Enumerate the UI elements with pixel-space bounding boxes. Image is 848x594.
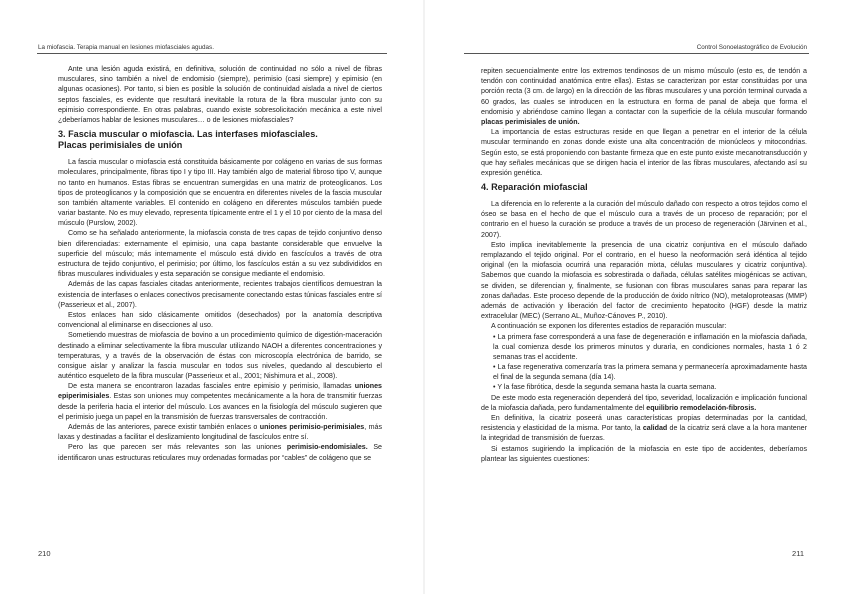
right-header-rule [464,53,809,54]
section-heading-4: 4. Reparación miofascial [481,182,588,193]
text-run: repiten secuencialmente entre los extremos tendinosos de un mismo músculo (esto es, de tendón a tendón con continuidad anatómica entre ellas). Estas se caracterizan por estar constituidas por una porción recta (3 cm. de largo) en la dirección de las fibras musculares y una porción terminal curvada a 60 grados, las cuales se introducen en la estructura en forma de panal de abeja que forma el endomisio y abriéndose camino llegan a contactar con la superficie de la célula muscular formando [481,67,807,116]
paragraph [481,393,807,413]
bold-term: perimisio-endomisiales. [286,443,368,452]
section-heading-3 [58,129,382,151]
heading-line: Placas perimisiales de unión [58,140,183,151]
paragraph: Como se ha señalado anteriormente, la miofascia consta de tres capas de tejido conjuntivo denso bien diferenciadas: externamente el epimisio, una capa bastante considerable que envuelve la superficie del músculo; más internamente el músculo está divido en fascículos a través de otra estructura de tejido conjuntivo, el perimisio; por último, los fascículos están a su vez subdivididos en fibras musculares individuales y esta separación se consigue mediante el endomisio. [58,229,382,279]
text-run: De esta manera se encontraron lazadas fasciales entre epimisio y perimisio, llamadas [68,382,355,391]
list-item: • La fase regenerativa comenzaría tras la primera semana y permanecería aproximadamente hasta el final de la segunda semana (día 14). [493,363,807,382]
list-item: • La primera fase corresponderá a una fase de degeneración e inflamación en la miofascia dañada, la cual comienza desde los primeros minutos y durarìa, en condiciones normales, hasta 1 ó 2 semanas tras el accidente. [493,332,807,361]
text-run: . Estas son uniones muy competentes mecánicamente a la hora de transmitir fuerzas desde la periferia hacia el interior del músculo. Los avances en la fisiología del músculo sugieren que el perimisio juega un papel en la transmisión de fuerzas transversales de contracción. [58,392,382,421]
paragraph: A continuación se exponen los diferentes estadios de reparación muscular: [491,322,727,331]
paragraph: La importancia de estas estructuras reside en que llegan a penetrar en el interior de la célula muscular terminando en zonas donde existe una alta concentración de mionúcleos y mitocondrias. Según esto, se está proponiendo con bastante firmeza que en este punto existe mecanotransducción y que hay señales mecánicas que se dirigen hacia el interior de las fibras musculares, afectando así su expresión genética. [481,128,807,177]
text-run: , más laxas y destinadas a facilitar el deslizamiento longitudinal de fascículos entre sí. [58,423,383,442]
bold-term: equilibrio remodelación-fibrosis. [646,403,757,412]
bold-term: uniones epiperimisiales [58,382,382,401]
text-run: De este modo esta regeneración dependerá del tipo, severidad, localización e implicación funcional de la miofascia dañada, pero fundamentalmente del [481,393,807,412]
right-running-header: Control Sonoelastográfico de Evolución [696,44,807,51]
paragraph [58,442,382,462]
paragraph [58,422,382,442]
page-number: 211 [792,549,804,558]
paragraph: Ante una lesión aguda existirá, en definitiva, solución de continuidad no sólo a nivel de fibras musculares, sino también a nivel de endomisio (siempre), perimisio (casi siempre) y epimisio (en algunas ocasiones). Por tanto, si bien es posible la solución de continuidad aislada a nivel de ciertos septos fasciales, es evidente que resultará inevitable la rotura de la fibra muscular junto con su epimisio correspondiente. En otras palabras, cuando existe sobresolicitación mecánica a este nivel ¿deberíamos hablar de lesiones musculares… o de lesiones miofasciales? [58,65,382,124]
text-run: Además de las anteriores, parece existir también enlaces o [68,423,260,431]
right-page [424,0,848,594]
text-run: Pero las que parecen ser más relevantes son las uniones [68,443,287,452]
paragraph: Estos enlaces han sido clásicamente omitidos (desechados) por la anatomía descriptiva convencional al eliminarse en disecciones al uso. [58,310,382,330]
bold-term: placas perimisiales de unión. [481,117,580,126]
text-run: Se identificaron unas estructuras reticulares muy ordenadas formadas por “cables” de colágeno que se [58,443,382,462]
paragraph: Además de las capas fasciales citadas anteriormente, recientes trabajos científicos demuestran la existencia de interfases o enlaces conectivos precisamente conectando estas túnicas fasciales entre sí (Passerieux et al., 2007). [58,280,382,309]
paragraph [481,413,807,444]
paragraph: La diferencia en lo referente a la curación del músculo dañado con respecto a otros tejidos como el óseo se basa en el hecho de que el músculo cura a través de un proceso de reparación; por el contrario en el hueso la curación se produce a través de un proceso de regeneración (Järvinen et al., 2007). [481,200,807,239]
paragraph: Sometiendo muestras de miofascia de bovino a un procedimiento químico de digestión-maceración destinado a eliminar selectivamente la fibra muscular utilizando NAOH a diferentes concentraciones y temperaturas, y a través de la observación de éstas con microscopía electrónica de barrido, se consigue aislar y analizar la fascia muscular en todos sus niveles, quedando al descubierto el auténtico esqueleto de la fibra muscular (Passerieux et al., 2001; Nishimura et al., 2008). [58,331,382,381]
paragraph [481,66,807,127]
left-header-rule [37,53,387,54]
list-item: • Y la fase fibrótica, desde la segunda semana hasta la cuarta semana. [493,383,717,392]
paragraph [58,381,382,422]
text-run: de la cicatriz será clave a la hora mantener la integridad de transmisión de fuerzas. [481,424,807,443]
right-body-text [481,66,807,464]
paragraph: Esto implica inevitablemente la presencia de una cicatriz conjuntiva en el músculo dañado remplazando el tejido original. Por el contrario, en el hueso la neoformación será idéntica al tejido original (en la miofascia ocurrirá una reparación mixta, células musculares y cicatriz conjuntiva). Sabemos que cuando la miofascia es sobrestirada o dañada, células satélites miogénicas se activan, se dividen, se diferencian y, finalmente, se fusionan con fibras musculares sanas para reparar las zonas dañadas. Este proceso depende de la producción de óxido nítrico (NO), metaloproteasas (MMP) además de activación y liberación del factor de crecimiento hepatocito (HGF) desde la matriz extracelular (MEC) (Serrano AL, Muñoz-Cánoves P., 2010). [481,240,807,321]
bold-term: uniones perimisio-perimisiales [259,423,365,431]
heading-line: 3. Fascia muscular o miofascia. Las interfases miofasciales. [58,129,318,140]
paragraph: La fascia muscular o miofascia está constituida básicamente por colágeno en varias de sus formas moleculares, principalmente, fibras tipo I y tipo III. Hay también algo de material fibroso tipo V, aunque no tanto en humanos. Estas fibras se encuentran sumergidas en una matriz de proteoglicanos. Los tipos de proteoglicanos y la composición que se encuentra en diferentes niveles de la fascia muscular son también altamente variables. El contenido en colágeno en diferentes músculos también puede variar bastante. No es muy elevado, representa típicamente entre el 1 y el 10 por ciento de la masa del músculo (Purslow, 2002). [58,158,382,228]
left-body-text [58,64,382,463]
bold-term: calidad [642,424,668,433]
left-running-header: La miofascia. Terapia manual en lesiones miofasciales agudas. [38,44,214,51]
text-run: En definitiva, la cicatriz poseerá unas características propias determinadas por la cantidad, resistencia y elasticidad de la misma. Por tanto, la [481,414,807,433]
page-number: 210 [38,549,51,558]
paragraph: Si estamos sugiriendo la implicación de la miofascia en este tipo de accidentes, deberíamos plantear las siguientes cuestiones: [481,444,807,463]
